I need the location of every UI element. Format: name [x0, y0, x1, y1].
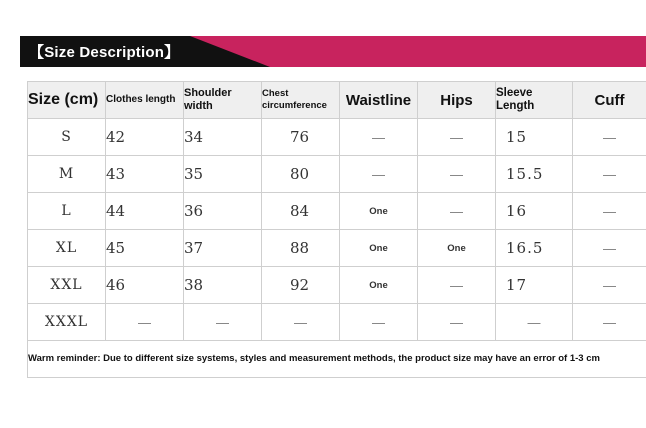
sleeve-length-cell: 16.5 — [496, 230, 573, 267]
hips-cell: — — [418, 193, 496, 230]
size-chart-table — [27, 81, 646, 378]
clothes-length-cell: 44 — [106, 193, 184, 230]
sleeve-length-cell: — — [496, 304, 573, 341]
size-cell: S — [28, 119, 106, 156]
cuff-cell: — — [573, 156, 646, 193]
clothes-length-cell: 45 — [106, 230, 184, 267]
size-cell: M — [28, 156, 106, 193]
chest-cell: 92 — [262, 267, 340, 304]
size-cell: XXL — [28, 267, 106, 304]
hips-cell: — — [418, 304, 496, 341]
header-clothes-length: Clothes length — [106, 82, 184, 119]
clothes-length-cell: 43 — [106, 156, 184, 193]
clothes-length-cell: — — [106, 304, 184, 341]
shoulder-width-cell: 37 — [184, 230, 262, 267]
header-shoulder-width: Shoulder width — [184, 82, 262, 119]
header-hips: Hips — [418, 82, 496, 119]
chest-cell: 80 — [262, 156, 340, 193]
waistline-cell: One — [340, 193, 418, 230]
hips-cell: — — [418, 156, 496, 193]
chest-cell: 88 — [262, 230, 340, 267]
header-chest-circumference: Chest circumference — [262, 82, 340, 119]
header-sleeve-length: Sleeve Length — [496, 82, 573, 119]
warm-reminder-note: Warm reminder: Due to different size systems, styles and measurement methods, the product size may have an error of 1-3 cm — [28, 341, 646, 378]
waistline-cell: — — [340, 156, 418, 193]
sleeve-length-cell: 15 — [496, 119, 573, 156]
waistline-cell: — — [340, 304, 418, 341]
size-cell: XXXL — [28, 304, 106, 341]
table-row — [28, 193, 646, 230]
sleeve-length-cell: 17 — [496, 267, 573, 304]
header-size: Size (cm) — [28, 82, 106, 119]
hips-cell: — — [418, 267, 496, 304]
size-description-banner — [20, 36, 646, 67]
sleeve-length-cell: 15.5 — [496, 156, 573, 193]
chest-cell: 84 — [262, 193, 340, 230]
table-row — [28, 156, 646, 193]
cuff-cell: — — [573, 193, 646, 230]
shoulder-width-cell: 34 — [184, 119, 262, 156]
chest-cell: 76 — [262, 119, 340, 156]
header-waistline: Waistline — [340, 82, 418, 119]
waistline-cell: One — [340, 230, 418, 267]
table-row — [28, 119, 646, 156]
hips-cell: — — [418, 119, 496, 156]
table-row — [28, 304, 646, 341]
shoulder-width-cell: 38 — [184, 267, 262, 304]
shoulder-width-cell: — — [184, 304, 262, 341]
clothes-length-cell: 42 — [106, 119, 184, 156]
table-row — [28, 267, 646, 304]
note-row — [28, 341, 646, 378]
size-cell: L — [28, 193, 106, 230]
shoulder-width-cell: 36 — [184, 193, 262, 230]
cuff-cell: — — [573, 304, 646, 341]
shoulder-width-cell: 35 — [184, 156, 262, 193]
header-cuff: Cuff — [573, 82, 646, 119]
chest-cell: — — [262, 304, 340, 341]
size-cell: XL — [28, 230, 106, 267]
banner-title: 【Size Description】 — [29, 44, 180, 61]
hips-cell: One — [418, 230, 496, 267]
table-row — [28, 230, 646, 267]
clothes-length-cell: 46 — [106, 267, 184, 304]
cuff-cell: — — [573, 267, 646, 304]
header-row — [28, 82, 646, 119]
sleeve-length-cell: 16 — [496, 193, 573, 230]
waistline-cell: One — [340, 267, 418, 304]
cuff-cell: — — [573, 230, 646, 267]
cuff-cell: — — [573, 119, 646, 156]
waistline-cell: — — [340, 119, 418, 156]
